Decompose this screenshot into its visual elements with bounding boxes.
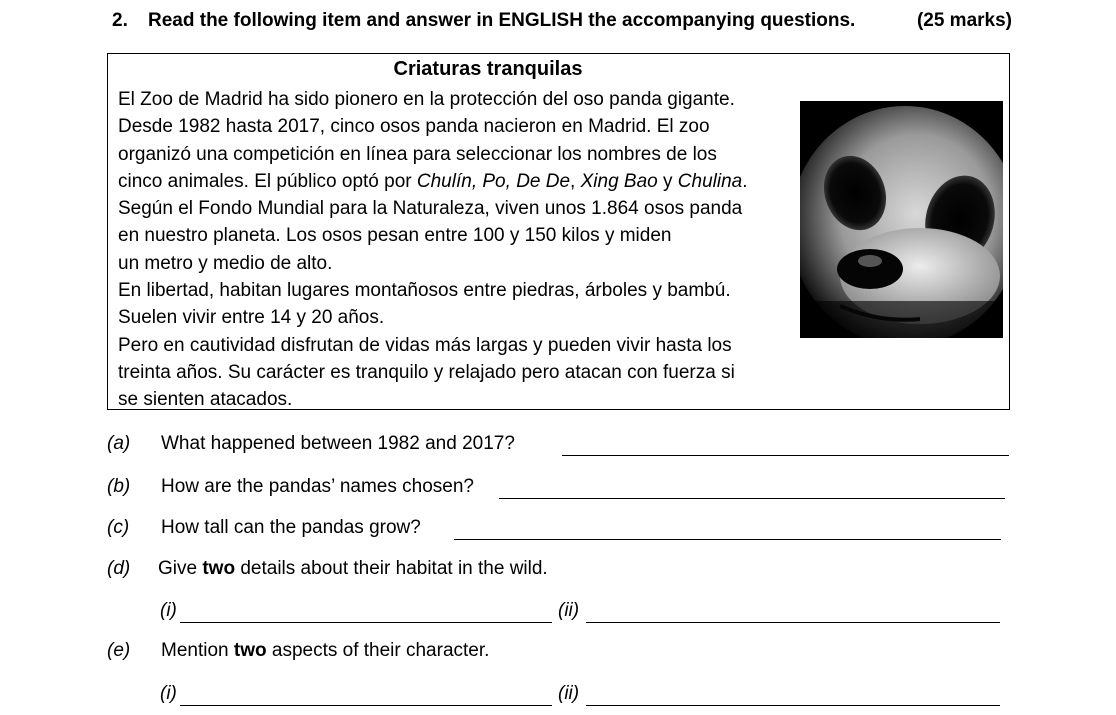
question-instruction: Read the following item and answer in ENGLISH the accompanying questions. <box>148 10 856 31</box>
passage-line: un metro y medio de alto. <box>118 252 333 274</box>
question-letter: (a) <box>107 433 131 454</box>
passage-line: Pero en cautividad disfrutan de vidas más largas y pueden vivir hasta los <box>118 334 732 356</box>
passage-title: Criaturas tranquilas <box>393 58 583 80</box>
answer-line-e-i[interactable] <box>180 705 552 706</box>
question-a <box>107 433 1012 459</box>
question-letter: (b) <box>107 476 131 497</box>
passage-line: en nuestro planeta. Los osos pesan entre 100 y 150 kilos y miden <box>118 225 672 247</box>
passage-line: En libertad, habitan lugares montañosos entre piedras, árboles y bambú. <box>118 280 731 302</box>
question-marks: (25 marks) <box>916 10 1012 31</box>
question-d <box>107 558 1012 584</box>
passage-line: El Zoo de Madrid ha sido pionero en la protección del oso panda gigante. <box>118 89 735 110</box>
sub-label-ii: (ii) <box>558 600 580 621</box>
sub-label-ii: (ii) <box>558 683 580 704</box>
passage-line: organizó una competición en línea para seleccionar los nombres de los <box>118 143 717 165</box>
passage-line: treinta años. Su carácter es tranquilo y relajado pero atacan con fuerza si <box>118 361 735 383</box>
question-letter: (e) <box>107 640 131 661</box>
sub-label-i: (i) <box>160 683 177 704</box>
passage-line-names: cinco animales. El público optó por Chulín, Po, De De, Xing Bao y Chulina. <box>118 170 748 192</box>
passage-line: Suelen vivir entre 14 y 20 años. <box>118 307 385 329</box>
question-text: How tall can the pandas grow? <box>161 517 421 538</box>
answer-line-c[interactable] <box>454 539 1001 540</box>
passage-line: Desde 1982 hasta 2017, cinco osos panda nacieron en Madrid. El zoo <box>118 116 710 138</box>
question-d-answers <box>158 600 1003 626</box>
answer-line-e-ii[interactable] <box>586 705 1000 706</box>
question-b <box>107 476 1012 502</box>
passage-line: se sienten atacados. <box>118 389 293 411</box>
sub-label-i: (i) <box>160 600 177 621</box>
question-text: What happened between 1982 and 2017? <box>161 433 515 454</box>
question-text: Give two details about their habitat in the wild. <box>158 558 548 579</box>
question-number: 2. <box>112 10 128 31</box>
answer-line-b[interactable] <box>499 498 1005 499</box>
question-letter: (c) <box>107 517 130 538</box>
question-c <box>107 517 1012 543</box>
question-text: Mention two aspects of their character. <box>161 640 490 661</box>
passage-line: Según el Fondo Mundial para la Naturaleza, viven unos 1.864 osos panda <box>118 198 743 220</box>
answer-line-d-i[interactable] <box>180 622 552 623</box>
answer-line-d-ii[interactable] <box>586 622 1000 623</box>
question-letter: (d) <box>107 558 131 579</box>
question-text: How are the pandas’ names chosen? <box>161 476 474 497</box>
question-e <box>107 640 1012 666</box>
question-e-answers <box>158 683 1003 709</box>
answer-line-a[interactable] <box>562 455 1009 456</box>
